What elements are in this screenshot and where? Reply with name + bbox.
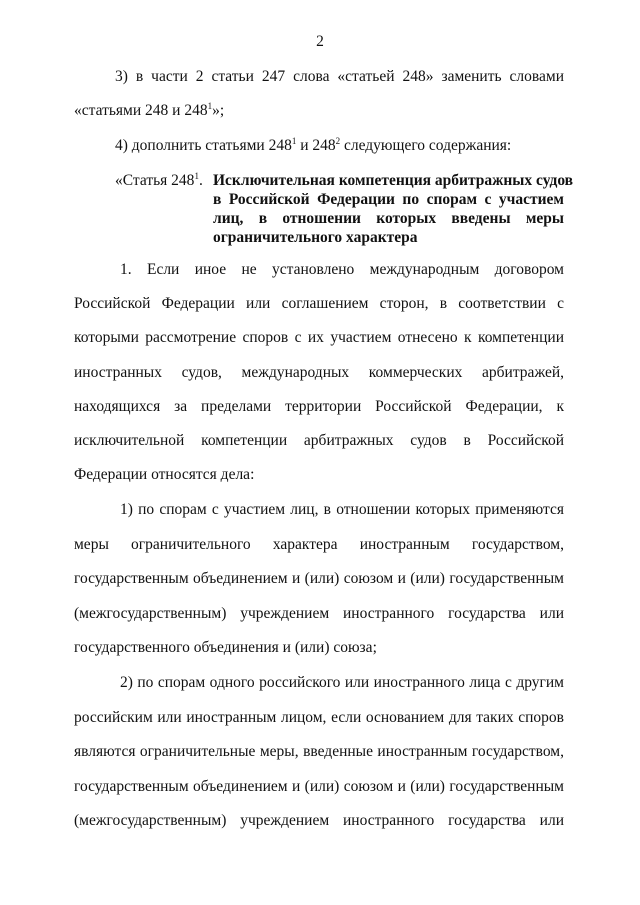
para1-line: Федерации относятся дела:: [74, 466, 255, 483]
item4-text-mid: и 248: [296, 137, 336, 154]
article-title-line: лиц, в отношении которых введены меры: [213, 210, 564, 227]
article-label-text: «Статья 248: [115, 172, 195, 189]
item4-text-pre: 4) дополнить статьями 248: [115, 137, 292, 154]
article-label: [115, 171, 203, 192]
item3-line2-end: »;: [212, 102, 225, 119]
sub1-line: (межгосударственным) учреждением иностранного государства или: [74, 605, 564, 622]
sub1-line: государственного объединения и (или) союза;: [74, 639, 377, 656]
item3-line2-text: «статьями 248 и 248: [74, 102, 208, 119]
item4-text-post: следующего содержания:: [340, 137, 512, 154]
sub2-line: российским или иностранным лицом, если основанием для таких споров: [74, 709, 564, 726]
para1-line: исключительной компетенции арбитражных судов в Российской: [74, 432, 564, 449]
sub2-line: 2) по спорам одного российского или иностранного лица с другим: [120, 674, 564, 691]
item3-line2: [74, 101, 224, 122]
item3-superscript: 1: [207, 101, 213, 111]
para1-line: 1. Если иное не установлено международным договором: [120, 261, 564, 278]
article-label-dot: .: [198, 172, 203, 189]
item3-line1: 3) в части 2 статьи 247 слова «статьей 248» заменить словами: [115, 68, 564, 85]
article-title-line: ограничительного характера: [213, 229, 418, 246]
para1-line: иностранных судов, международных коммерческих арбитражей,: [74, 364, 564, 381]
article-title-line: в Российской Федерации по спорам с участием: [213, 191, 564, 208]
article-title-line: Исключительная компетенция арбитражных судов: [213, 172, 574, 189]
sub1-line: меры ограничительного характера иностранным государством,: [74, 536, 564, 553]
para1-line: которыми рассмотрение споров с их участием отнесено к компетенции: [74, 329, 564, 346]
article-label-superscript: 1: [194, 171, 199, 181]
item4-superscript-1: 1: [291, 136, 297, 146]
sub2-line: государственным объединением и (или) союзом и (или) государственным: [74, 778, 564, 795]
para1-line: находящихся за пределами территории Российской Федерации, к: [74, 398, 564, 415]
sub2-line: являются ограничительные меры, введенные иностранным государством,: [74, 743, 564, 760]
item4-line: [115, 136, 511, 157]
sub1-line: 1) по спорам с участием лиц, в отношении которых применяются: [120, 501, 564, 518]
para1-line: Российской Федерации или соглашением сторон, в соответствии с: [74, 295, 564, 312]
sub1-line: государственным объединением и (или) союзом и (или) государственным: [74, 570, 564, 587]
page-number: 2: [316, 33, 324, 50]
item4-superscript-2: 2: [335, 136, 341, 146]
sub2-line: (межгосударственным) учреждением иностранного государства или: [74, 812, 564, 829]
